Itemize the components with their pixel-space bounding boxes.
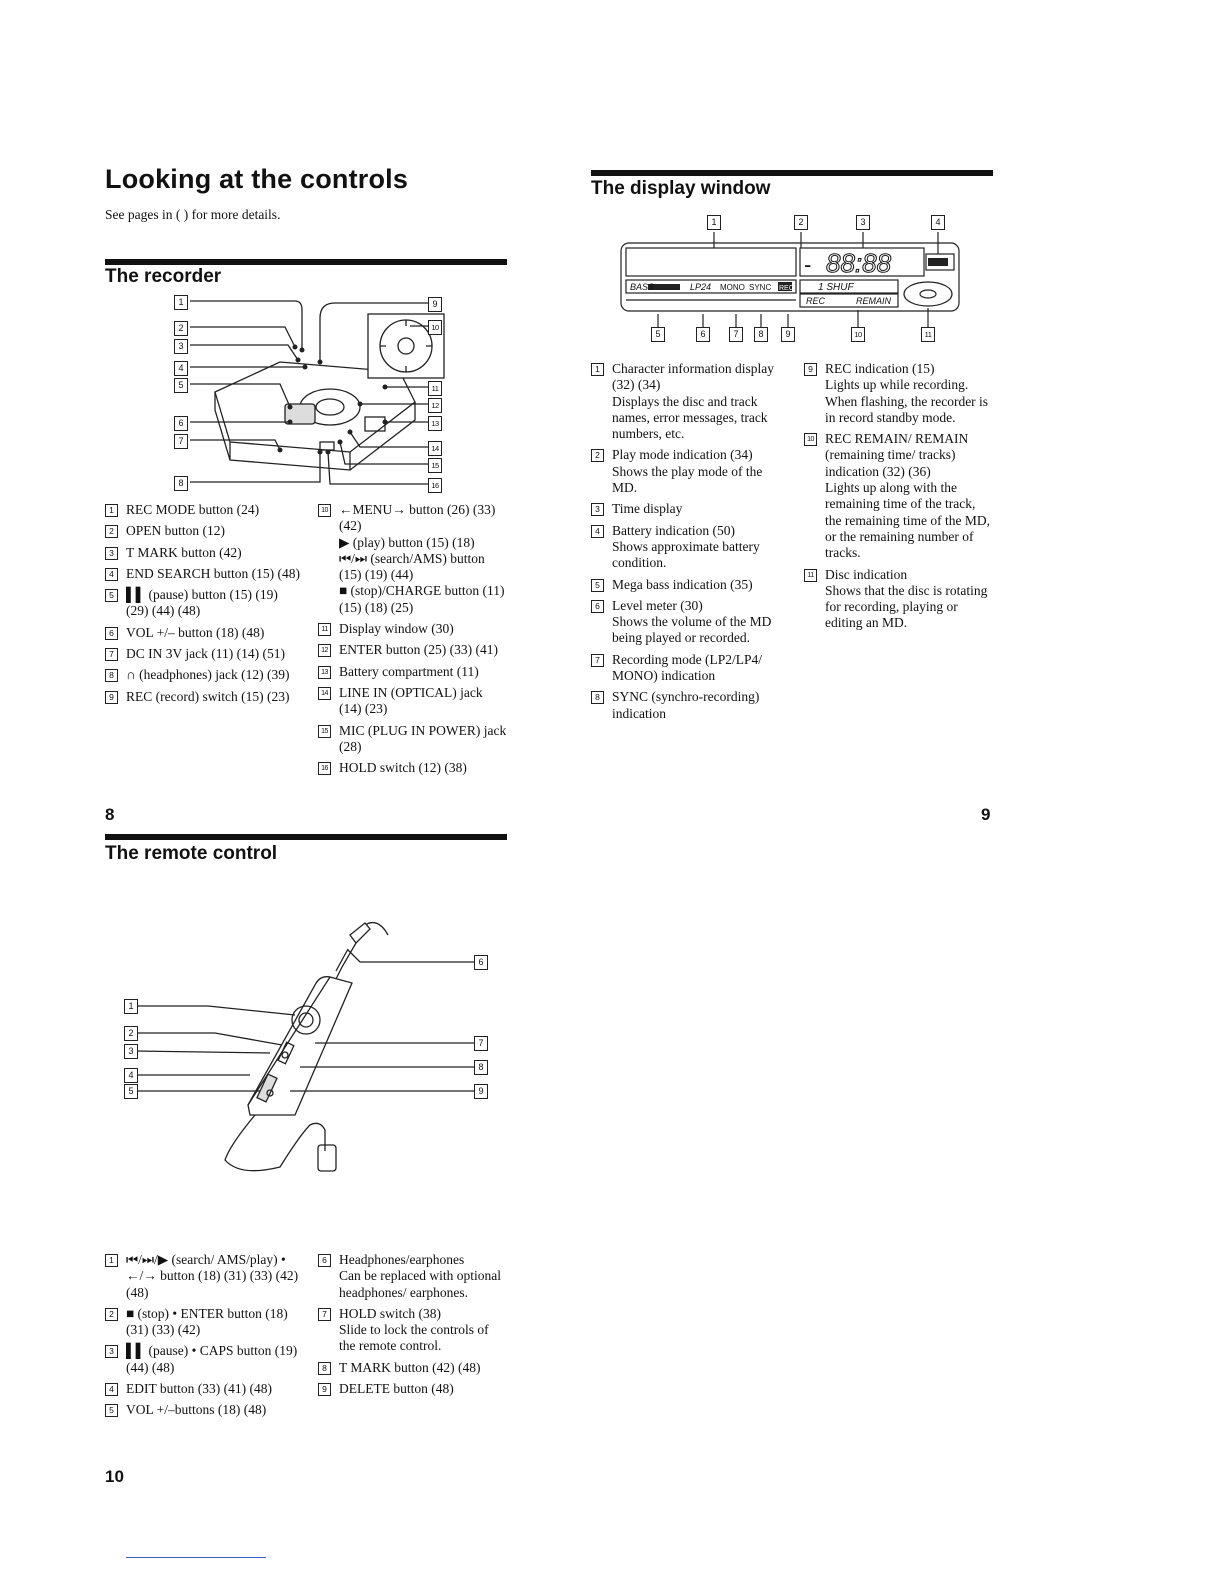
item-number: 9 (804, 363, 817, 376)
display-list-col2 (804, 361, 994, 637)
list-item (591, 577, 783, 593)
item-number: 5 (105, 1404, 118, 1417)
display-list-col1 (591, 361, 783, 727)
item-text: T MARK button (42) (48) (339, 1359, 481, 1375)
list-item (804, 567, 994, 632)
item-number: 11 (804, 569, 817, 582)
lcd-lp24: LP24 (690, 282, 712, 292)
display-callout-11: 11 (921, 327, 935, 342)
remote-callout-6: 6 (474, 955, 488, 970)
item-text: Disc indication Shows that the disc is rotating for recording, playing or editing an MD. (825, 566, 988, 631)
page-title: Looking at the controls (105, 164, 409, 194)
lcd-remain: REMAIN (856, 296, 892, 306)
item-text: Display window (30) (339, 621, 454, 637)
item-number: 16 (318, 762, 331, 775)
remote-drawing (120, 915, 495, 1175)
page-number-8: 8 (105, 805, 115, 824)
item-number: 9 (105, 691, 118, 704)
item-number: 1 (105, 1254, 118, 1267)
item-text: Character information display (32) (34) Displays the disc and track names, error messages, track numbers, etc. (612, 361, 774, 442)
item-number: 5 (591, 579, 604, 592)
section-heading-remote: The remote control (105, 843, 278, 864)
item-text: Mega bass indication (35) (612, 576, 753, 592)
display-callout-9: 9 (781, 327, 795, 342)
remote-callout-7: 7 (474, 1036, 488, 1051)
recorder-callout-16: 16 (428, 478, 442, 493)
list-item (591, 523, 783, 572)
item-number: 7 (318, 1308, 331, 1321)
lcd-illustration (618, 210, 963, 346)
item-number: 8 (591, 691, 604, 704)
recorder-callout-4: 4 (174, 361, 188, 376)
item-text: SYNC (synchro-recording) indication (612, 689, 760, 721)
display-callout-3: 3 (856, 215, 870, 230)
list-item (105, 587, 300, 620)
recorder-callout-9: 9 (428, 297, 442, 312)
lcd-drawing (618, 210, 963, 346)
section-heading-display: The display window (591, 178, 771, 199)
page-number-10: 10 (105, 1467, 124, 1486)
lcd-mono: MONO (720, 283, 745, 292)
recorder-callout-1: 1 (174, 295, 188, 310)
item-text: ▌▌ (pause) • CAPS button (19) (44) (48) (126, 1343, 298, 1375)
item-text: REC (record) switch (15) (23) (126, 688, 290, 704)
item-number: 10 (318, 504, 331, 517)
recorder-callout-2: 2 (174, 321, 188, 336)
lcd-time-digits: 88:88 (826, 248, 892, 278)
recorder-callout-8: 8 (174, 476, 188, 491)
remote-list-col2 (318, 1252, 508, 1402)
item-number: 9 (318, 1383, 331, 1396)
item-text: Battery compartment (11) (339, 663, 479, 679)
list-item (318, 642, 508, 658)
item-number: 11 (318, 623, 331, 636)
item-number: 1 (591, 363, 604, 376)
recorder-list-col1 (105, 502, 300, 710)
item-number: 5 (105, 589, 118, 602)
item-text: END SEARCH button (15) (48) (126, 565, 300, 581)
list-item (318, 760, 508, 776)
list-item (105, 1402, 300, 1418)
item-text: Recording mode (LP2/LP4/ MONO) indication (612, 651, 762, 684)
item-number: 2 (105, 525, 118, 538)
item-text: ⏮/⏭/▶ (search/ AMS/play) • ←/→ button (18) (31) (33) (42) (48) (126, 1252, 299, 1300)
list-item (105, 689, 300, 705)
item-text: DC IN 3V jack (11) (14) (51) (126, 646, 285, 662)
item-text: T MARK button (42) (126, 544, 242, 560)
recorder-callout-6: 6 (174, 416, 188, 431)
display-callout-7: 7 (729, 327, 743, 342)
page-number-9: 9 (981, 805, 991, 824)
remote-callout-2: 2 (124, 1026, 138, 1041)
list-item (105, 625, 300, 641)
remote-callout-5: 5 (124, 1084, 138, 1099)
item-text: ←MENU→ button (26) (33) (42) ▶ (play) button (15) (18) ⏮/⏭ (search/AMS) button (15) (19) (44) ■ (stop)/CHARGE button (11) (15) (18) (25) (339, 502, 505, 615)
item-text: Play mode indication (34) Shows the play mode of the MD. (612, 447, 763, 496)
recorder-callout-14: 14 (428, 441, 442, 456)
item-text: Battery indication (50) Shows approximate battery condition. (612, 522, 760, 571)
recorder-callout-11: 11 (428, 381, 442, 396)
list-item (105, 502, 300, 518)
lcd-rec: REC (806, 296, 826, 306)
item-text: HOLD switch (38) Slide to lock the controls of the remote control. (339, 1305, 489, 1354)
list-item (105, 566, 300, 582)
list-item (591, 501, 783, 517)
recorder-callout-10: 10 (428, 320, 442, 335)
section-rule-recorder (105, 259, 507, 265)
list-item (318, 685, 508, 718)
item-number: 2 (591, 449, 604, 462)
item-text: REC MODE button (24) (126, 502, 260, 517)
lcd-shuf: 1 SHUF (818, 282, 854, 293)
item-text: ENTER button (25) (33) (41) (339, 642, 498, 658)
recorder-drawing (170, 292, 450, 498)
list-item (591, 689, 783, 722)
item-number: 10 (804, 433, 817, 446)
list-item (804, 361, 994, 426)
item-number: 15 (318, 725, 331, 738)
list-item (591, 361, 783, 442)
item-number: 14 (318, 687, 331, 700)
recorder-list-col2 (318, 502, 508, 781)
list-item (318, 1381, 508, 1397)
list-item (591, 598, 783, 647)
display-callout-1: 1 (707, 215, 721, 230)
intro-text: See pages in ( ) for more details. (105, 207, 281, 222)
item-text: DELETE button (48) (339, 1381, 454, 1397)
list-item (318, 502, 508, 616)
display-callout-8: 8 (754, 327, 768, 342)
item-number: 1 (105, 504, 118, 517)
display-callout-10: 10 (851, 327, 865, 342)
item-number: 3 (105, 1345, 118, 1358)
lcd-sync: SYNC (749, 283, 772, 292)
recorder-illustration (170, 292, 450, 498)
item-number: 4 (105, 568, 118, 581)
item-text: ▌▌ (pause) button (15) (19) (29) (44) (48) (126, 587, 278, 619)
list-item (318, 1252, 508, 1301)
list-item (105, 646, 300, 662)
item-text: REC REMAIN/ REMAIN (remaining time/ tracks) indication (32) (36) Lights up along with the remaining time of the track, the remaining time of the MD, or the remaining number of tracks. (825, 431, 990, 561)
item-text: VOL +/– button (18) (48) (126, 624, 265, 640)
list-item (105, 1252, 300, 1301)
item-number: 2 (105, 1308, 118, 1321)
item-number: 6 (318, 1254, 331, 1267)
recorder-callout-5: 5 (174, 378, 188, 393)
list-item (105, 545, 300, 561)
item-text: VOL +/–buttons (18) (48) (126, 1402, 267, 1418)
remote-callout-4: 4 (124, 1068, 138, 1083)
recorder-callout-13: 13 (428, 416, 442, 431)
item-number: 12 (318, 644, 331, 657)
item-number: 13 (318, 666, 331, 679)
item-text: Time display (612, 501, 683, 517)
item-number: 8 (318, 1362, 331, 1375)
list-item (591, 652, 783, 685)
item-number: 3 (105, 547, 118, 560)
list-item (318, 1306, 508, 1355)
item-number: 4 (105, 1383, 118, 1396)
item-number: 7 (591, 654, 604, 667)
remote-list-col1 (105, 1252, 300, 1424)
list-item (318, 723, 508, 756)
item-text: MIC (PLUG IN POWER) jack (28) (339, 722, 507, 754)
footer-link-line (126, 1557, 266, 1558)
list-item (318, 621, 508, 637)
list-item (105, 1306, 300, 1339)
item-number: 8 (105, 669, 118, 682)
remote-callout-9: 9 (474, 1084, 488, 1099)
remote-callout-8: 8 (474, 1060, 488, 1075)
list-item (105, 667, 300, 683)
item-number: 6 (105, 627, 118, 640)
remote-callout-3: 3 (124, 1044, 138, 1059)
list-item (318, 1360, 508, 1376)
item-text: Headphones/earphones Can be replaced with optional headphones/ earphones. (339, 1252, 501, 1300)
display-callout-2: 2 (794, 215, 808, 230)
recorder-callout-7: 7 (174, 434, 188, 449)
item-number: 7 (105, 648, 118, 661)
item-text: ∩ (headphones) jack (12) (39) (126, 667, 290, 683)
item-text: HOLD switch (12) (38) (339, 760, 467, 776)
item-text: LINE IN (OPTICAL) jack (14) (23) (339, 684, 483, 717)
lcd-rec-badge: REC (779, 285, 794, 292)
list-item (804, 431, 994, 561)
item-text: OPEN button (12) (126, 523, 225, 539)
display-callout-5: 5 (651, 327, 665, 342)
list-item (105, 1343, 300, 1376)
section-rule-display (591, 170, 993, 176)
section-rule-remote (105, 834, 507, 840)
item-number: 4 (591, 525, 604, 538)
recorder-callout-3: 3 (174, 339, 188, 354)
lcd-time-minus: - (804, 252, 812, 277)
remote-illustration (120, 915, 495, 1175)
item-text: Level meter (30) Shows the volume of the MD being played or recorded. (612, 597, 772, 646)
recorder-callout-15: 15 (428, 458, 442, 473)
item-text: EDIT button (33) (41) (48) (126, 1381, 272, 1397)
list-item (318, 664, 508, 680)
list-item (105, 1381, 300, 1397)
list-item (105, 523, 300, 539)
section-heading-recorder: The recorder (105, 266, 222, 287)
list-item (591, 447, 783, 496)
recorder-callout-12: 12 (428, 398, 442, 413)
display-callout-4: 4 (931, 215, 945, 230)
item-number: 3 (591, 503, 604, 516)
remote-callout-1: 1 (124, 999, 138, 1014)
item-text: REC indication (15) Lights up while recording. When flashing, the recorder is in record standby mode. (825, 361, 989, 425)
lcd-bass: BASS (630, 282, 655, 292)
display-callout-6: 6 (696, 327, 710, 342)
item-number: 6 (591, 600, 604, 613)
item-text: ■ (stop) • ENTER button (18) (31) (33) (42) (126, 1305, 288, 1338)
